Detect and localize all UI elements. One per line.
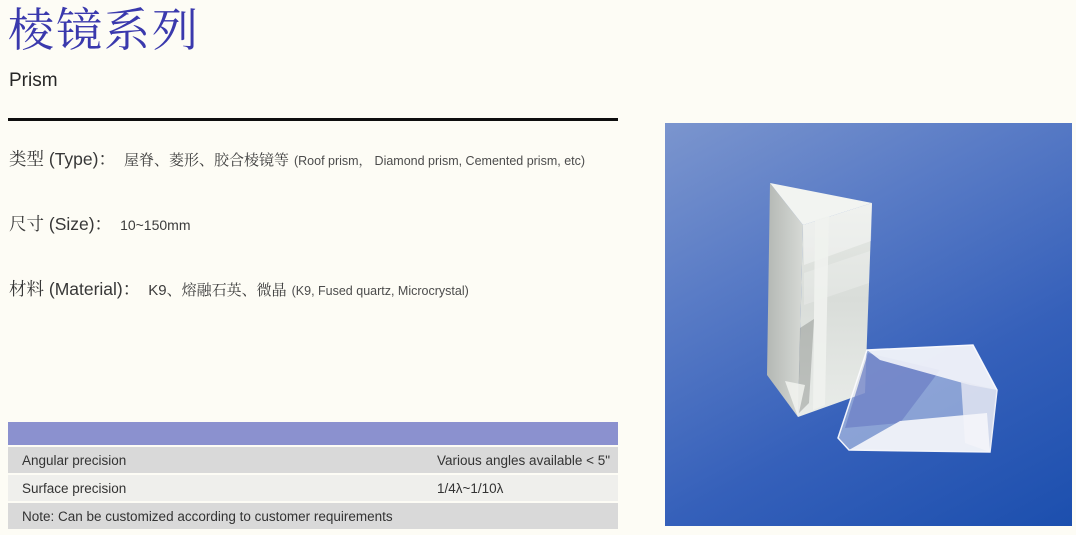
- spec-material-label: 材料 (Material)：: [9, 279, 141, 299]
- table-row-angular-precision: [8, 447, 618, 473]
- spec-size-label: 尺寸 (Size)：: [9, 214, 113, 234]
- spec-type-value-en: (Roof prism， Diamond prism, Cemented prism, etc): [293, 154, 586, 168]
- spec-size-value: 10~150mm: [120, 217, 191, 233]
- spec-line-material: [9, 276, 649, 301]
- page-title-chinese: 棱镜系列: [8, 4, 200, 56]
- table-row-surface-precision: [8, 475, 618, 501]
- table-cell-label: Angular precision: [22, 452, 127, 468]
- title-divider: [8, 118, 618, 121]
- spec-type-label: 类型 (Type)：: [9, 149, 116, 169]
- spec-material-value-zh: K9、熔融石英、微晶: [148, 282, 287, 299]
- table-cell-label: Surface precision: [22, 480, 127, 496]
- spec-type-value-zh: 屋脊、菱形、胶合棱镜等: [123, 152, 289, 169]
- table-cell-value: 1/4λ~1/10λ: [437, 480, 504, 496]
- table-cell-value: Various angles available < 5": [437, 452, 611, 468]
- spec-line-type: [9, 146, 649, 171]
- table-row-note: [8, 503, 618, 529]
- page-title-english: Prism: [9, 70, 58, 91]
- spec-material-value-en: (K9, Fused quartz, Microcrystal): [291, 284, 469, 298]
- table-cell-label: Note: Can be customized according to customer requirements: [22, 508, 393, 524]
- prisms-illustration: [665, 123, 1072, 526]
- precision-table: [8, 422, 618, 531]
- table-header-band: [8, 422, 618, 445]
- prism-product-photo: [665, 123, 1072, 526]
- spec-line-size: [9, 211, 649, 236]
